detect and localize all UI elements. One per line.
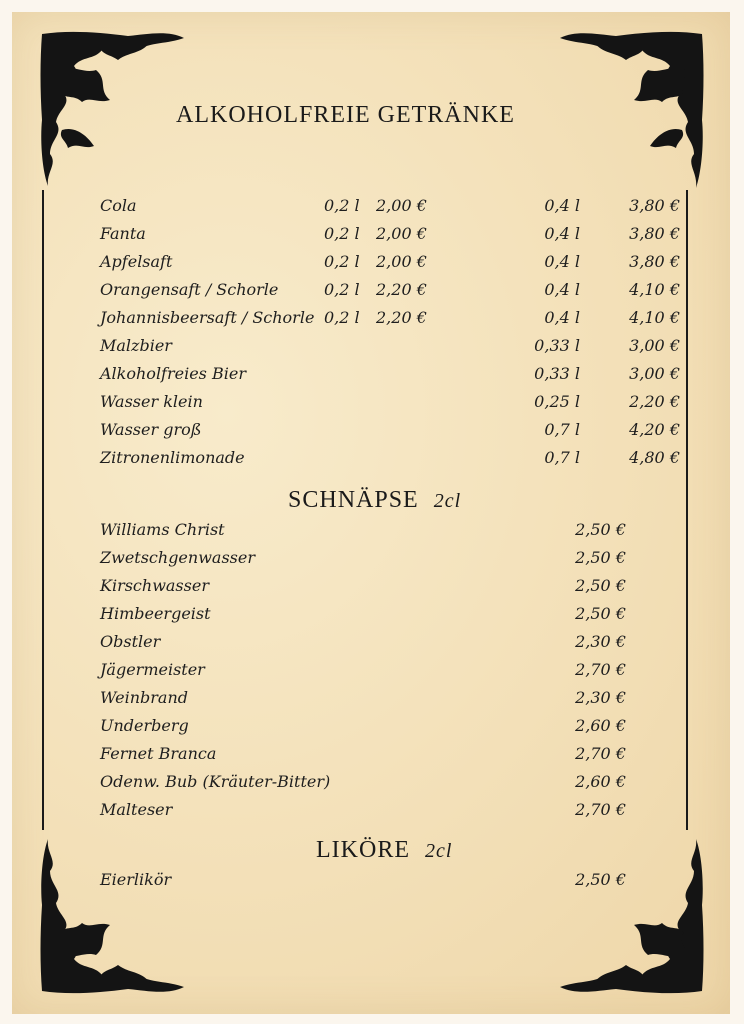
item-name: Cola bbox=[100, 196, 137, 215]
item-price: 2,50 € bbox=[575, 548, 626, 567]
schnaepse-unit: 2cl bbox=[433, 490, 462, 512]
item-name: Underberg bbox=[100, 716, 189, 735]
menu-item-row bbox=[0, 660, 744, 686]
item-size-large: 0,4 l bbox=[544, 252, 580, 271]
item-price-large: 3,80 € bbox=[629, 252, 680, 271]
item-name: Himbeergeist bbox=[100, 604, 211, 623]
item-price-small: 2,00 € bbox=[376, 224, 427, 243]
menu-item-row bbox=[0, 196, 744, 222]
item-price-large: 3,00 € bbox=[629, 336, 680, 355]
item-size-large: 0,4 l bbox=[544, 224, 580, 243]
item-price-large: 3,00 € bbox=[629, 364, 680, 383]
item-size-large: 0,7 l bbox=[544, 448, 580, 467]
menu-item-row bbox=[0, 336, 744, 362]
menu-item-row bbox=[0, 744, 744, 770]
section-title-likoere bbox=[316, 837, 452, 864]
item-price-small: 2,00 € bbox=[376, 196, 427, 215]
item-name: Apfelsaft bbox=[100, 252, 173, 271]
item-price-large: 4,80 € bbox=[629, 448, 680, 467]
item-name: Orangensaft / Schorle bbox=[100, 280, 279, 299]
item-size-small: 0,2 l bbox=[324, 252, 360, 271]
item-name: Williams Christ bbox=[100, 520, 225, 539]
item-name: Wasser groß bbox=[100, 420, 202, 439]
ornament-top-right bbox=[556, 30, 706, 195]
item-size-large: 0,33 l bbox=[534, 364, 580, 383]
menu-item-row bbox=[0, 800, 744, 826]
menu-item-row bbox=[0, 632, 744, 658]
item-price: 2,50 € bbox=[575, 870, 626, 889]
menu-item-row bbox=[0, 548, 744, 574]
item-size-small: 0,2 l bbox=[324, 280, 360, 299]
item-size-small: 0,2 l bbox=[324, 196, 360, 215]
item-name: Zitronenlimonade bbox=[100, 448, 245, 467]
item-name: Fernet Branca bbox=[100, 744, 217, 763]
item-name: Eierlikör bbox=[100, 870, 172, 889]
item-name: Obstler bbox=[100, 632, 161, 651]
item-price-large: 4,20 € bbox=[629, 420, 680, 439]
item-size-large: 0,4 l bbox=[544, 196, 580, 215]
item-price-large: 2,20 € bbox=[629, 392, 680, 411]
likoere-unit: 2cl bbox=[424, 840, 453, 862]
section-title-alkoholfreie-getraenke: ALKOHOLFREIE GETRÄNKE bbox=[176, 102, 515, 128]
item-name: Alkoholfreies Bier bbox=[100, 364, 246, 383]
item-name: Jägermeister bbox=[100, 660, 205, 679]
menu-item-row bbox=[0, 716, 744, 742]
menu-item-row bbox=[0, 392, 744, 418]
item-name: Malzbier bbox=[100, 336, 172, 355]
ornament-bottom-left bbox=[38, 835, 188, 995]
item-price: 2,30 € bbox=[575, 688, 626, 707]
item-price-small: 2,20 € bbox=[376, 308, 427, 327]
menu-item-row bbox=[0, 420, 744, 446]
menu-item-row bbox=[0, 688, 744, 714]
menu-item-row bbox=[0, 772, 744, 798]
item-price: 2,50 € bbox=[575, 576, 626, 595]
item-price: 2,50 € bbox=[575, 520, 626, 539]
menu-item-row bbox=[0, 308, 744, 334]
item-price: 2,30 € bbox=[575, 632, 626, 651]
item-name: Zwetschgenwasser bbox=[100, 548, 255, 567]
item-size-large: 0,25 l bbox=[534, 392, 580, 411]
item-name: Odenw. Bub (Kräuter-Bitter) bbox=[100, 772, 331, 791]
menu-item-row bbox=[0, 870, 744, 896]
item-price: 2,60 € bbox=[575, 716, 626, 735]
item-size-large: 0,7 l bbox=[544, 420, 580, 439]
ornament-top-left bbox=[38, 30, 188, 190]
item-name: Fanta bbox=[100, 224, 146, 243]
item-price: 2,60 € bbox=[575, 772, 626, 791]
item-price: 2,70 € bbox=[575, 800, 626, 819]
item-size-large: 0,4 l bbox=[544, 308, 580, 327]
ornament-bottom-right bbox=[556, 835, 706, 995]
menu-item-row bbox=[0, 364, 744, 390]
menu-item-row bbox=[0, 252, 744, 278]
item-name: Johannisbeersaft / Schorle bbox=[100, 308, 315, 327]
item-price: 2,50 € bbox=[575, 604, 626, 623]
item-price-small: 2,20 € bbox=[376, 280, 427, 299]
menu-item-row bbox=[0, 576, 744, 602]
item-name: Malteser bbox=[100, 800, 173, 819]
item-price-large: 3,80 € bbox=[629, 196, 680, 215]
item-name: Kirschwasser bbox=[100, 576, 209, 595]
menu-item-row bbox=[0, 448, 744, 474]
item-size-small: 0,2 l bbox=[324, 308, 360, 327]
item-price: 2,70 € bbox=[575, 660, 626, 679]
item-price-large: 3,80 € bbox=[629, 224, 680, 243]
menu-item-row bbox=[0, 280, 744, 306]
likoere-title-text: LIKÖRE bbox=[316, 837, 410, 863]
item-price-large: 4,10 € bbox=[629, 280, 680, 299]
item-name: Weinbrand bbox=[100, 688, 189, 707]
section-title-schnaepse bbox=[288, 487, 461, 514]
menu-item-row bbox=[0, 224, 744, 250]
menu-item-row bbox=[0, 520, 744, 546]
item-size-large: 0,4 l bbox=[544, 280, 580, 299]
item-size-small: 0,2 l bbox=[324, 224, 360, 243]
item-name: Wasser klein bbox=[100, 392, 203, 411]
item-price: 2,70 € bbox=[575, 744, 626, 763]
schnaepse-title-text: SCHNÄPSE bbox=[288, 487, 419, 513]
menu-item-row bbox=[0, 604, 744, 630]
item-size-large: 0,33 l bbox=[534, 336, 580, 355]
item-price-small: 2,00 € bbox=[376, 252, 427, 271]
item-price-large: 4,10 € bbox=[629, 308, 680, 327]
